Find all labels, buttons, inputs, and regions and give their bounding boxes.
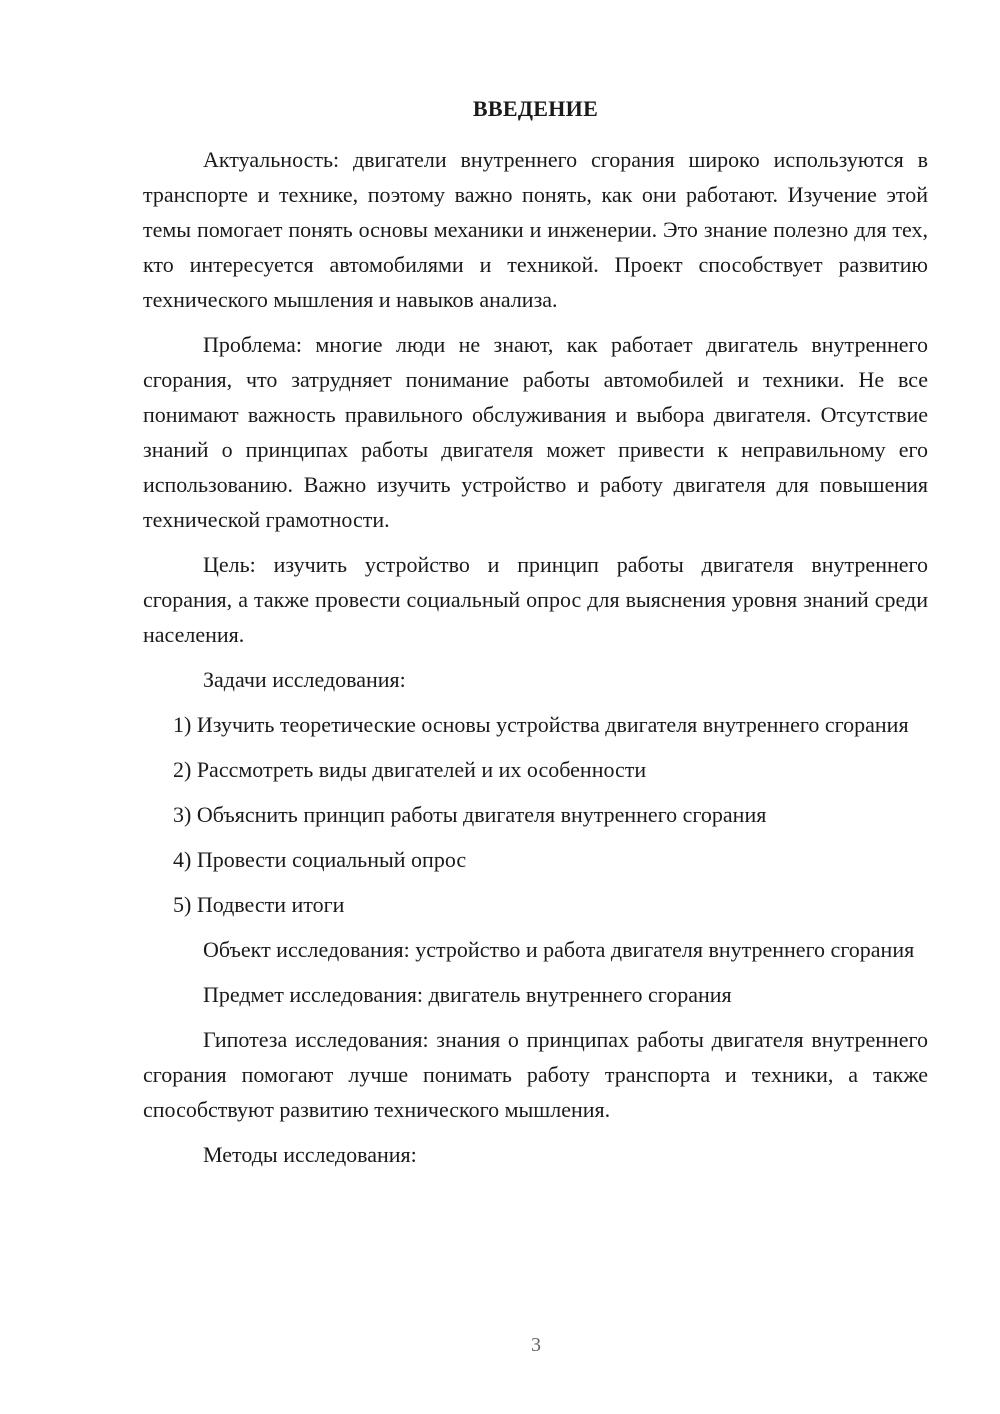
section-title: ВВЕДЕНИЕ [472, 96, 599, 121]
paragraph-problem: Проблема: многие люди не знают, как работает двигатель внутреннего сгорания, что затрудняет понимание работы автомобилей и техники. Не все понимают важность правильного обслуживания и выбора двигателя. Отсутствие знаний о принципах работы двигателя может привести к неправильному его использованию. Важно изучить устройство и работу двигателя для повышения технической грамотности. [143, 332, 928, 532]
list-item: 2) Рассмотреть виды двигателей и их особенности [173, 757, 647, 782]
paragraph-goal: Цель: изучить устройство и принцип работы двигателя внутреннего сгорания, а также провести социальный опрос для выяснения уровня знаний среди населения. [143, 552, 928, 647]
paragraph-object: Объект исследования: устройство и работа двигателя внутреннего сгорания [203, 937, 915, 962]
page-number: 3 [531, 1334, 541, 1356]
paragraph-relevance: Актуальность: двигатели внутреннего сгорания широко используются в транспорте и технике, поэтому важно понять, как они работают. Изучение этой темы помогает понять основы механики и инженерии. Это знание полезно для тех, кто интересуется автомобилями и техникой. Проект способствует развитию технического мышления и навыков анализа. [143, 147, 928, 312]
list-item: 1) Изучить теоретические основы устройства двигателя внутреннего сгорания [173, 712, 909, 737]
paragraph-hypothesis: Гипотеза исследования: знания о принципах работы двигателя внутреннего сгорания помогают лучше понимать работу транспорта и техники, а также способствуют развитию технического мышления. [143, 1027, 928, 1122]
document-body [143, 142, 928, 1182]
paragraph-subject: Предмет исследования: двигатель внутреннего сгорания [203, 982, 732, 1007]
paragraph-methods: Методы исследования: [203, 1142, 417, 1167]
list-item: 5) Подвести итоги [173, 892, 345, 917]
paragraph-tasks-heading: Задачи исследования: [203, 667, 406, 692]
list-item: 4) Провести социальный опрос [173, 847, 467, 872]
list-item: 3) Объяснить принцип работы двигателя внутреннего сгорания [173, 802, 767, 827]
